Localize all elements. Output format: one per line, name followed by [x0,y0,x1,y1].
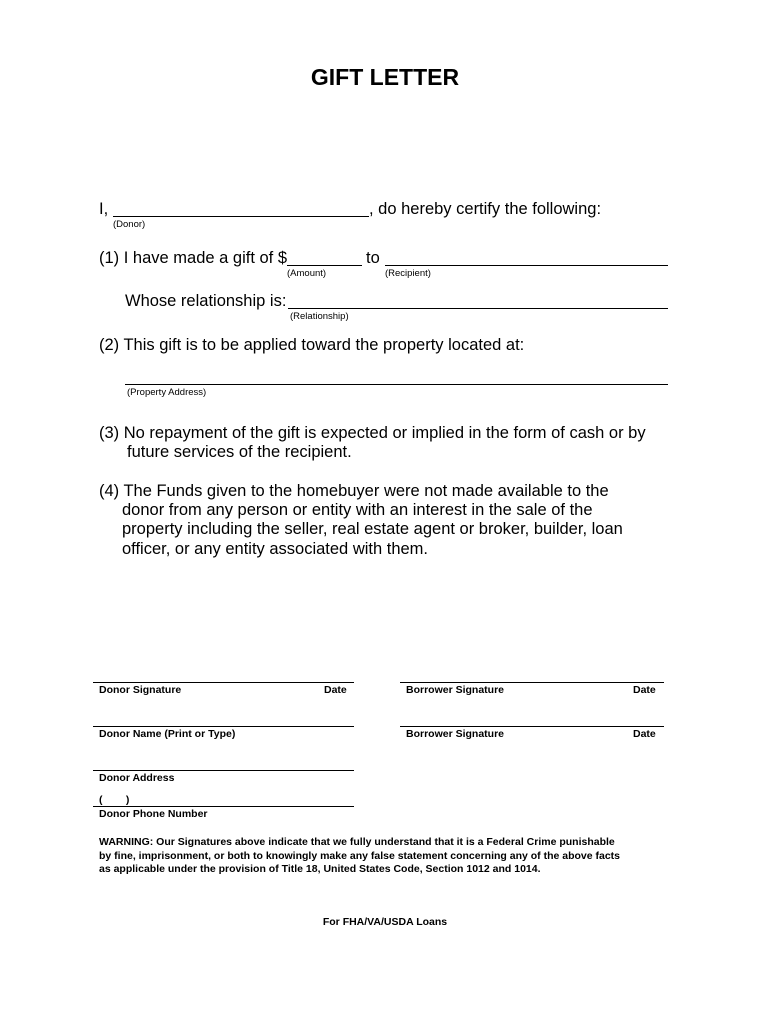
item4-line4: officer, or any entity associated with them. [122,540,429,558]
relationship-blank[interactable] [288,308,668,309]
donor-name-label: Donor Name (Print or Type) [99,728,236,740]
footer-note: For FHA/VA/USDA Loans [322,916,448,928]
phone-area-code: ( ) [99,794,130,806]
donor-signature-line[interactable] [93,682,354,683]
item4-line2: donor from any person or entity with an interest in the sale of the [122,501,593,519]
property-address-caption: (Property Address) [127,387,207,398]
warning-text [99,836,699,877]
donor-date-label: Date [324,684,347,696]
warning-line-1: WARNING: Our Signatures above indicate that we fully understand that it is a Federal Crime punishable [99,836,615,848]
donor-address-label: Donor Address [99,772,175,784]
donor-signature-label: Donor Signature [99,684,182,696]
borrower-signature-label-2: Borrower Signature [406,728,505,740]
recipient-blank[interactable] [385,265,668,266]
item4-line1: (4) The Funds given to the homebuyer were not made available to the [99,482,609,500]
donor-address-line[interactable] [93,770,354,771]
borrower-date-label-2: Date [633,728,656,740]
certify-prefix: I, [99,200,109,218]
item4-line3: property including the seller, real estate agent or broker, builder, loan [122,520,623,538]
warning-line-2: by fine, imprisonment, or both to knowingly make any false statement concerning any of the above facts [99,849,621,862]
page-title: GIFT LETTER [310,64,460,90]
donor-phone-label: Donor Phone Number [99,808,208,820]
donor-caption: (Donor) [113,219,146,230]
borrower-signature-label-1: Borrower Signature [406,684,505,696]
property-text: (2) This gift is to be applied toward the property located at: [99,336,525,354]
borrower-date-label-1: Date [633,684,656,696]
donor-phone-line[interactable] [93,806,354,807]
item3-line2: future services of the recipient. [127,443,352,461]
relationship-label: Whose relationship is: [125,292,287,310]
amount-caption: (Amount) [287,268,327,279]
relationship-caption: (Relationship) [290,311,349,322]
amount-blank[interactable] [287,265,362,266]
borrower-signature-line-2[interactable] [400,726,664,727]
borrower-signature-line-1[interactable] [400,682,664,683]
recipient-caption: (Recipient) [385,268,431,279]
certify-suffix: , do hereby certify the following: [369,200,602,218]
item3-line1: (3) No repayment of the gift is expected or implied in the form of cash or by [99,424,646,442]
to-label: to [366,249,380,267]
donor-name-blank[interactable] [113,216,369,217]
warning-line-3: as applicable under the provision of Title 18, United States Code, Section 1012 and 1014. [99,863,541,875]
gift-amount-text: (1) I have made a gift of $ [99,249,288,267]
property-address-blank[interactable] [125,384,668,385]
donor-name-line[interactable] [93,726,354,727]
